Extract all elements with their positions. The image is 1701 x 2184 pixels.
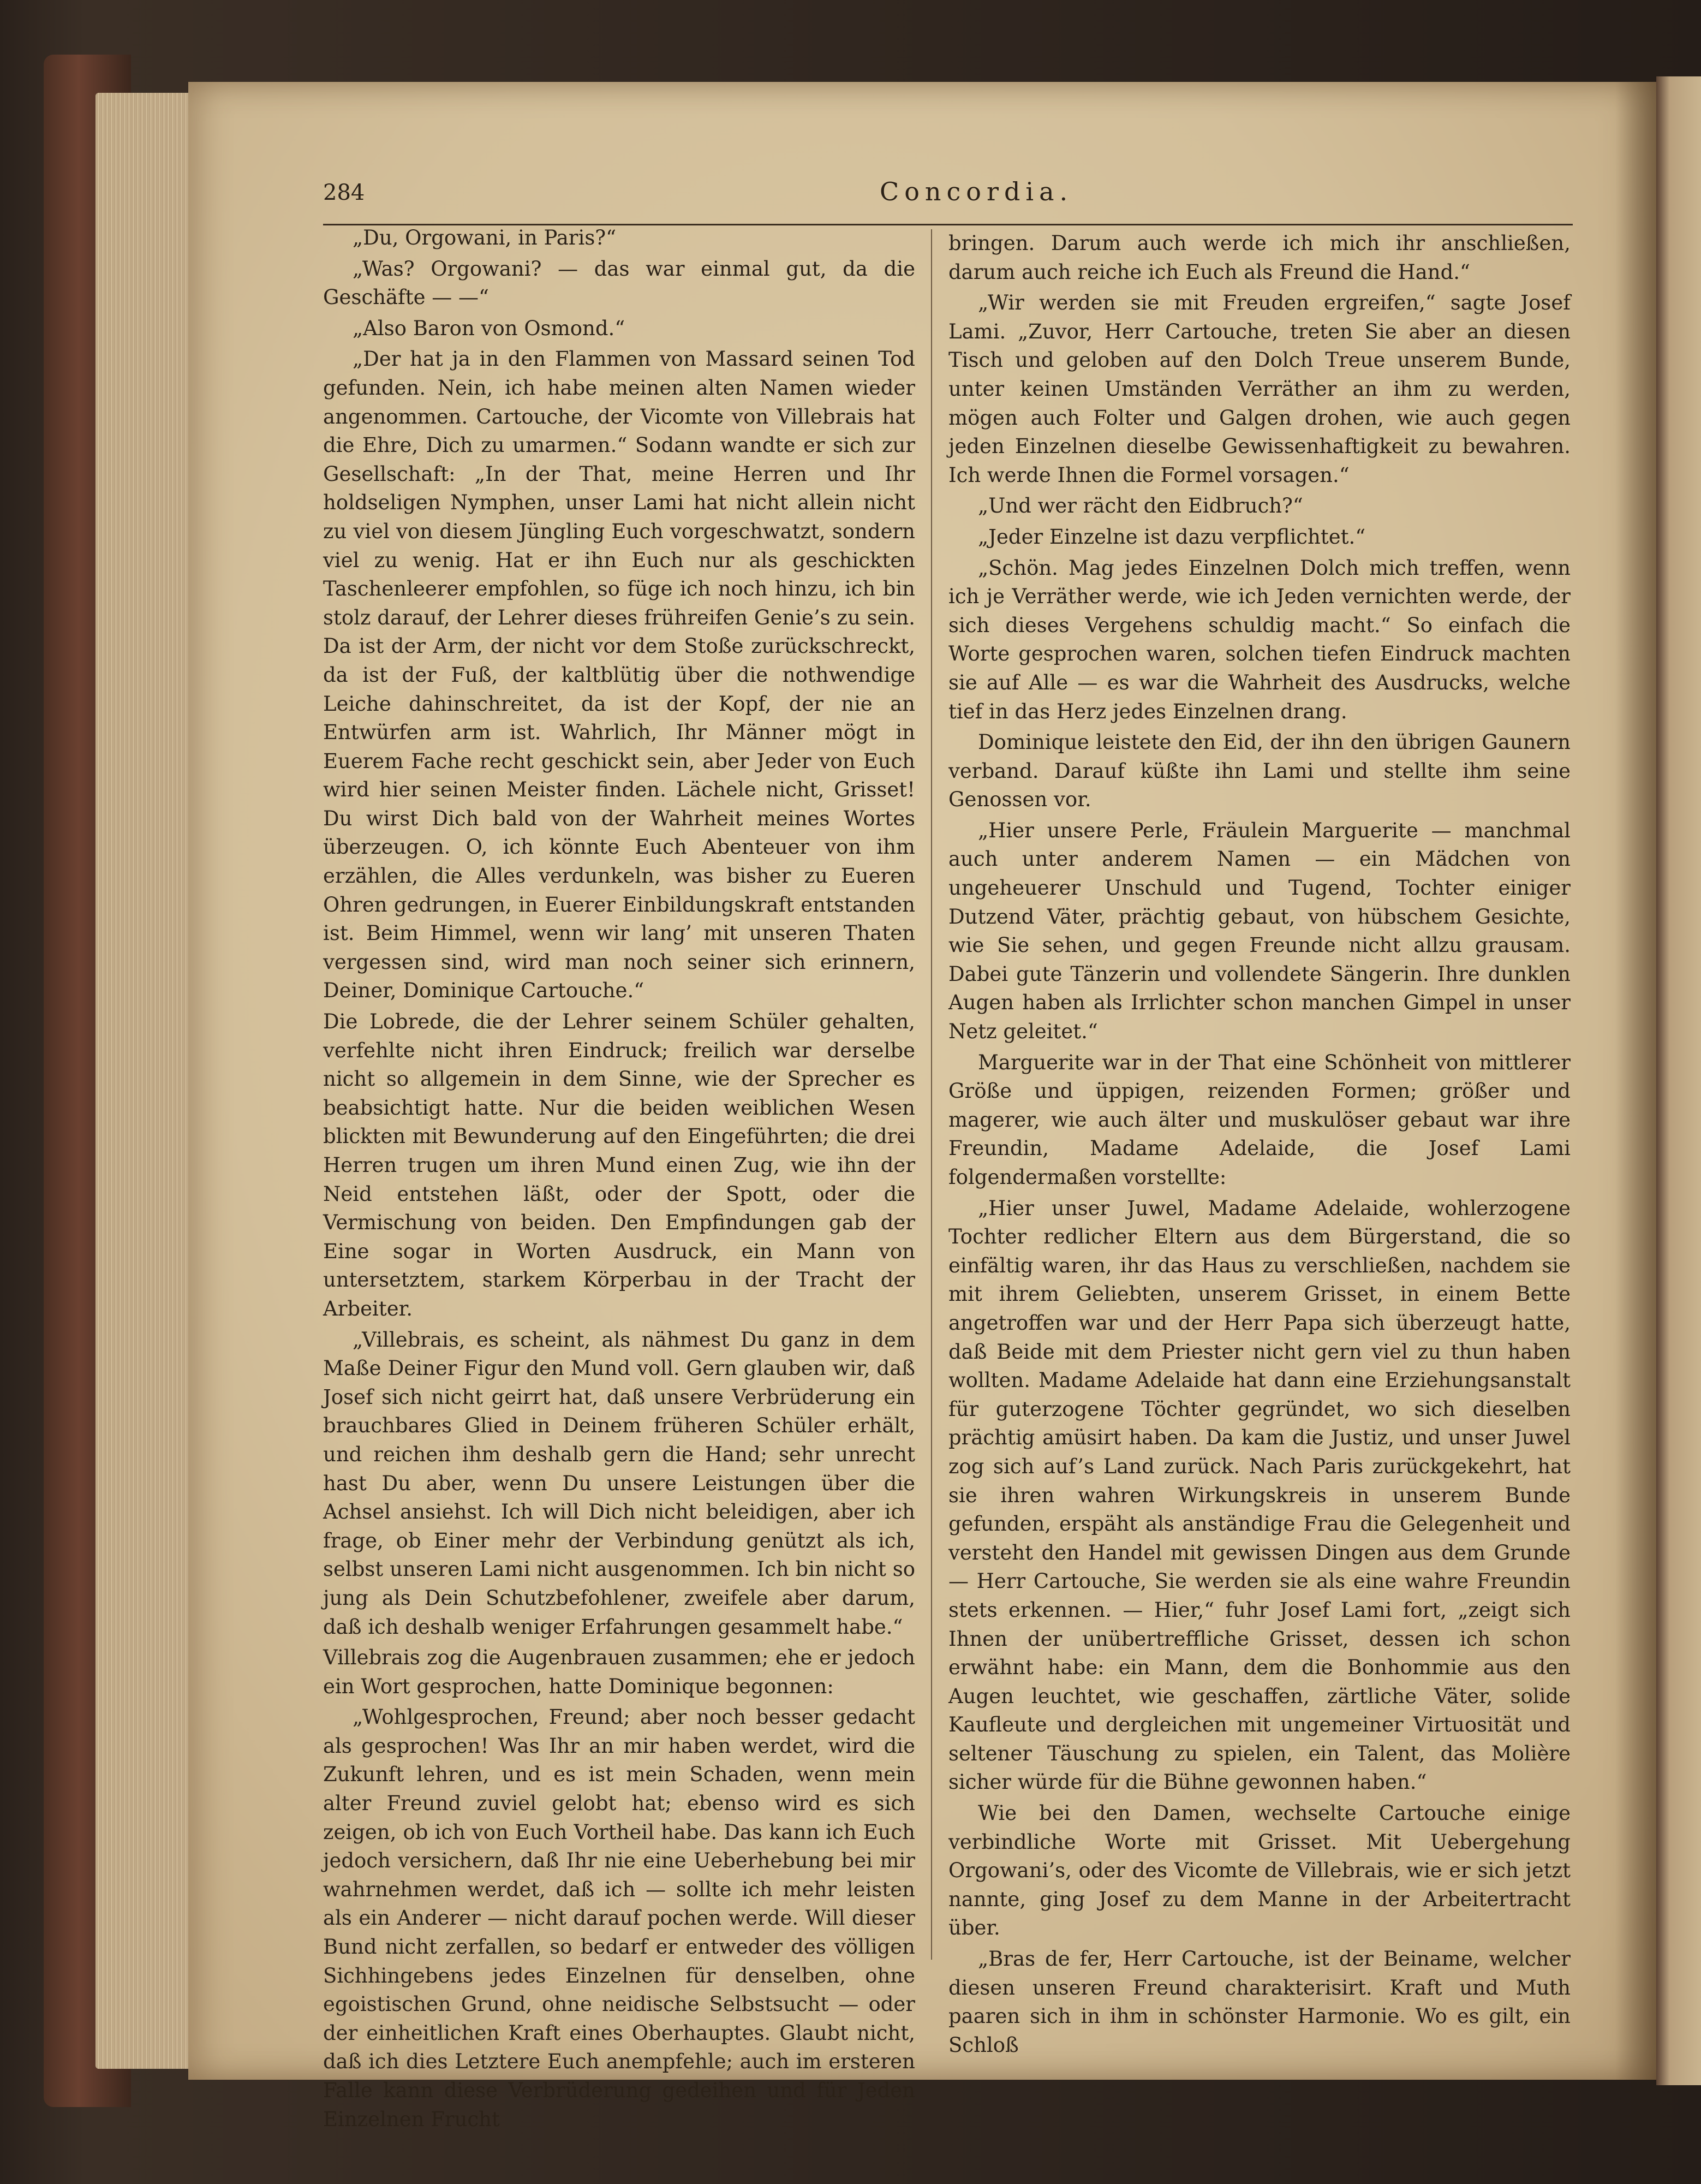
paragraph: bringen. Darum auch werde ich mich ihr anschließen, darum auch reiche ich Euch als Freund die Hand.“ [948, 231, 1571, 284]
paragraph: „Du, Orgowani, in Paris?“ [353, 226, 617, 249]
paragraph: „Der hat ja in den Flammen von Massard seinen Tod gefunden. Nein, ich habe meinen alten Namen wieder angenommen. Cartouche, der Vicomte von Villebrais hat die Ehre, Dich zu umarmen.“ Sodann wandte er sich zur Gesellschaft: „In der That, meine Herren und Ihr holdseligen Nymphen, unser Lami hat nicht allein nicht zu viel von diesem Jüngling Euch vorgeschwatzt, sondern viel zu wenig. Hat er ihn Euch nur als geschickten Taschenleerer empfohlen, so füge ich noch hinzu, ich bin stolz darauf, der Lehrer dieses frühreifen Genie’s zu sein. Da ist der Arm, der nicht vor dem Stoße zurückschreckt, da ist der Fuß, der kaltblütig über die nothwendige Leiche dahinschreitet, da ist der Kopf, der nie an Entwürfen arm ist. Wahrlich, Ihr Männer mögt in Euerem Fache recht geschickt sein, aber Jeder von Euch wird hier seinen Meister finden. Lächele nicht, Grisset! Du wirst Dich bald von der Wahrheit meines Wortes überzeugen. O, ich könnte Euch Abenteuer von ihm erzählen, die Alles verdunkeln, was bisher zu Eueren Ohren gedrungen, in Euerer Einbildungskraft entstanden ist. Beim Himmel, wenn wir lang’ mit unseren Thaten vergessen sind, wird man noch seiner sich erinnern, Deiner, Dominique Cartouche.“ [323, 347, 915, 1003]
column-rule [931, 229, 932, 1960]
paragraph: „Also Baron von Osmond.“ [353, 316, 625, 340]
paragraph: „Wohlgesprochen, Freund; aber noch besser gedacht als gesprochen! Was Ihr an mir haben werdet, wird die Zukunft lehren, und es ist mein Schaden, wenn mein alter Freund zuviel gelobt hat; ebenso wird es sich zeigen, ob ich von Euch Vortheil habe. Das kann ich Euch jedoch versichern, daß Ihr nie eine Ueberhebung bei mir wahrnehmen werdet, daß ich — sollte ich mehr leisten als ein Anderer — nicht darauf pochen werde. Will dieser Bund nicht zerfallen, so bedarf er entweder des völligen Sichhingebens jedes Einzelnen für denselben, ohne egoistischen Grund, ohne neidische Selbstsucht — oder der einheitlichen Kraft eines Oberhauptes. Glaubt nicht, daß ich dies Letztere Euch anempfehle; auch im ersteren Falle kann diese Verbrüderung gedeihen und für Jeden Einzelnen Frucht [323, 1705, 915, 2131]
paragraph: Villebrais zog die Augenbrauen zusammen; ehe er jedoch ein Wort gesprochen, hatte Dominique begonnen: [323, 1646, 915, 1698]
paragraph: „Hier unsere Perle, Fräulein Marguerite — manchmal auch unter anderem Namen — ein Mädchen von ungeheuerer Unschuld und Tugend, Tochter einiger Dutzend Väter, prächtig gebaut, von hübschem Gesichte, wie Sie sehen, und gegen Freunde nicht allzu grausam. Dabei gute Tänzerin und vollendete Sängerin. Ihre dunklen Augen haben als Irrlichter schon manchen Gimpel in unser Netz geleitet.“ [948, 818, 1571, 1044]
left-column [323, 224, 915, 2136]
running-head [323, 176, 1573, 214]
paragraph: Die Lobrede, die der Lehrer seinem Schüler gehalten, verfehlte nicht ihren Eindruck; freilich war derselbe nicht so allgemein in dem Sinne, wie der Sprecher es beabsichtigt hatte. Nur die beiden weiblichen Wesen blickten mit Bewunderung auf den Eingeführten; die drei Herren trugen um ihren Mund einen Zug, wie ihn der Neid entstehen läßt, oder der Spott, oder die Vermischung von beiden. Den Empfindungen gab der Eine sogar in Worten Ausdruck, ein Mann von untersetztem, starkem Körperbau in der Tracht der Arbeiter. [323, 1010, 915, 1320]
right-column [948, 229, 1571, 2062]
paragraph: „Jeder Einzelne ist dazu verpflichtet.“ [978, 525, 1366, 549]
gutter-shadow [1615, 82, 1659, 2080]
paragraph: „Schön. Mag jedes Einzelnen Dolch mich treffen, wenn ich je Verräther werde, wie ich Jeden vernichten werde, der sich dieses Vergehens schuldig macht.“ So einfach die Worte gesprochen waren, solchen tiefen Eindruck machten sie auf Alle — es war die Wahrheit des Ausdrucks, welche tief in das Herz jedes Einzelnen drang. [948, 556, 1571, 723]
paragraph: „Was? Orgowani? — das war einmal gut, da die Geschäfte — —“ [323, 257, 915, 310]
paragraph: „Bras de fer, Herr Cartouche, ist der Beiname, welcher diesen unseren Freund charakterisirt. Kraft und Muth paaren sich in ihm in schönster Harmonie. Wo es gilt, ein Schloß [948, 1947, 1571, 2057]
paragraph: Wie bei den Damen, wechselte Cartouche einige verbindliche Worte mit Grisset. Mit Uebergehung Orgowani’s, oder des Vicomte de Villebrais, wie er sich jetzt nannte, ging Josef zu dem Manne in der Arbeitertracht über. [948, 1801, 1571, 1940]
page-number: 284 [323, 180, 365, 205]
paragraph: Marguerite war in der That eine Schönheit von mittlerer Größe und üppigen, reizenden Formen; größer und magerer, wie auch älter und muskulöser gebaut war ihre Freundin, Madame Adelaide, die Josef Lami folgendermaßen vorstellte: [948, 1050, 1571, 1189]
paragraph: „Hier unser Juwel, Madame Adelaide, wohlerzogene Tochter redlicher Eltern aus dem Bürgerstand, die so einfältig waren, ihr das Haus zu verschließen, nachdem sie mit ihrem Geliebten, unserem Grisset, in einem Bette angetroffen war und der Herr Papa sich überzeugt hatte, daß Beide mit dem Priester nicht gern viel zu thun haben wollten. Madame Adelaide hat dann eine Erziehungsanstalt für guterzogene Töchter gegründet, wo sich dieselben prächtig amüsirt haben. Da kam die Justiz, und unser Juwel zog sich auf’s Land zurück. Nach Paris zurückgekehrt, hat sie ihren wahren Wirkungskreis in unserem Bunde gefunden, erspäht als anständige Frau die Gelegenheit und versteht den Handel mit gewissen Dingen aus dem Grunde — Herr Cartouche, Sie werden sie als eine wahre Freundin stets erkennen. — Hier,“ fuhr Josef Lami fort, „zeigt sich Ihnen der unübertreffliche Grisset, dessen ich schon erwähnt habe: ein Mann, dem die Bonhommie aus den Augen leuchtet, wie geschaffen, zärtliche Väter, solide Kaufleute und dergleichen mit ungemeiner Virtuosität und seltener Täuschung zu spielen, ein Talent, das Molière sicher würde für die Bühne gewonnen haben.“ [948, 1196, 1571, 1794]
paragraph: „Wir werden sie mit Freuden ergreifen,“ sagte Josef Lami. „Zuvor, Herr Cartouche, treten Sie aber an diesen Tisch und geloben auf den Dolch Treue unserem Bunde, unter keinen Umständen Verräther an ihm zu werden, mögen auch Folter und Galgen drohen, wie auch gegen jeden Einzelnen dieselbe Gewissenhaftigkeit zu bewahren. Ich werde Ihnen die Formel vorsagen.“ [948, 291, 1571, 487]
paragraph: Dominique leistete den Eid, der ihn den übrigen Gaunern verband. Darauf küßte ihn Lami und stellte ihm seine Genossen vor. [948, 730, 1571, 812]
journal-title: Concordia. [880, 177, 1073, 206]
paragraph: „Villebrais, es scheint, als nähmest Du ganz in dem Maße Deiner Figur den Mund voll. Gern glauben wir, daß Josef sich nicht geirrt hat, daß unsere Verbrüderung ein brauchbares Glied in Deinem früheren Schüler erhält, und reichen ihm deshalb gern die Hand; sehr unrecht hast Du aber, wenn Du unsere Leistungen über die Achsel ansiehst. Ich will Dich nicht beleidigen, aber ich frage, ob Einer mehr der Verbindung genützt als ich, selbst unseren Lami nicht ausgenommen. Ich bin nicht so jung als Dein Schutzbefohlener, zweifele aber darum, daß ich deshalb weniger Erfahrungen gesammelt habe.“ [323, 1328, 915, 1639]
page-stack-edges [96, 93, 194, 2069]
facing-page-edge [1656, 76, 1701, 2085]
paragraph: „Und wer rächt den Eidbruch?“ [978, 494, 1303, 518]
